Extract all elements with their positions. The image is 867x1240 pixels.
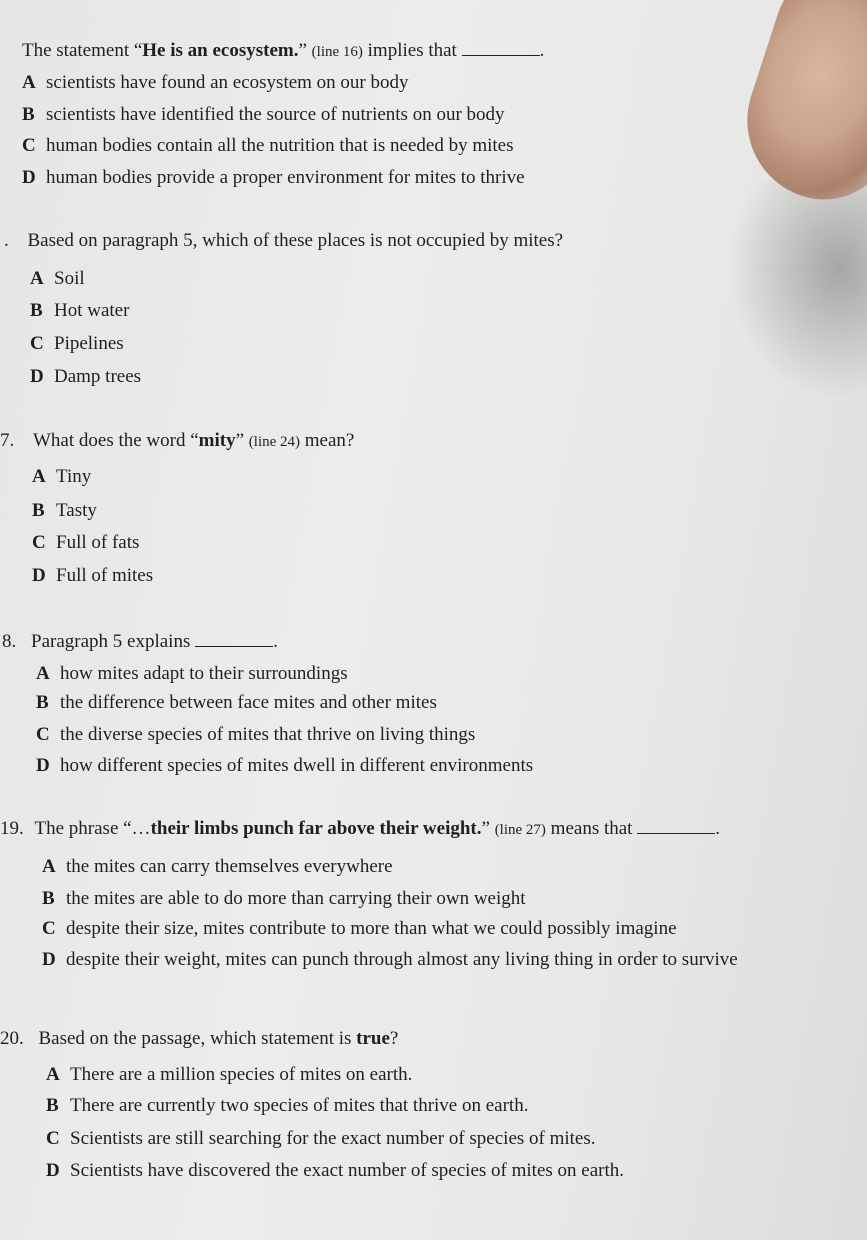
option-d[interactable]: D despite their weight, mites can punch through almost any living thing in order to survive — [42, 949, 738, 970]
option-c[interactable]: C the diverse species of mites that thrive on living things — [36, 724, 476, 745]
answer-blank[interactable] — [462, 41, 540, 56]
question-number: 8. — [2, 631, 17, 652]
option-b[interactable]: B the mites are able to do more than carrying their own weight — [42, 888, 526, 909]
option-a[interactable]: A how mites adapt to their surroundings — [36, 663, 348, 684]
option-a[interactable]: A Tiny — [32, 466, 92, 487]
question-number: . — [4, 230, 9, 251]
option-c[interactable]: C Scientists are still searching for the exact number of species of mites. — [46, 1128, 596, 1149]
option-b[interactable]: B Tasty — [32, 500, 97, 521]
option-a[interactable]: A the mites can carry themselves everywhere — [42, 856, 393, 877]
answer-blank[interactable] — [195, 632, 273, 647]
option-d[interactable]: D Scientists have discovered the exact number of species of mites on earth. — [46, 1160, 624, 1181]
option-a[interactable]: A There are a million species of mites on earth. — [46, 1064, 413, 1085]
question-number: 20. — [0, 1028, 24, 1049]
question-stem: 20. Based on the passage, which statement is true? — [0, 1028, 399, 1049]
option-a[interactable]: A scientists have found an ecosystem on our body — [22, 72, 409, 93]
question-number: 19. — [0, 818, 24, 839]
option-d[interactable]: D how different species of mites dwell in different environments — [36, 755, 534, 776]
option-d[interactable]: D human bodies provide a proper environment for mites to thrive — [22, 167, 525, 188]
option-d[interactable]: D Full of mites — [32, 565, 154, 586]
option-b[interactable]: B scientists have identified the source of nutrients on our body — [22, 104, 505, 125]
question-stem: The statement “He is an ecosystem.” (line 16) implies that . — [22, 40, 545, 61]
question-stem: . Based on paragraph 5, which of these places is not occupied by mites? — [4, 230, 564, 251]
option-b[interactable]: B the difference between face mites and other mites — [36, 692, 437, 713]
option-d[interactable]: D Damp trees — [30, 366, 142, 387]
option-b[interactable]: B Hot water — [30, 300, 130, 321]
option-b[interactable]: B There are currently two species of mites that thrive on earth. — [46, 1095, 529, 1116]
option-a[interactable]: A Soil — [30, 268, 85, 289]
page-shadow — [727, 180, 867, 400]
question-stem: 8. Paragraph 5 explains . — [2, 631, 278, 652]
answer-blank[interactable] — [637, 819, 715, 834]
question-number: 7. — [0, 430, 15, 451]
option-c[interactable]: C Pipelines — [30, 333, 124, 354]
option-c[interactable]: C human bodies contain all the nutrition that is needed by mites — [22, 135, 514, 156]
option-c[interactable]: C Full of fats — [32, 532, 140, 553]
question-stem: 7. What does the word “mity” (line 24) mean? — [0, 430, 355, 451]
option-c[interactable]: C despite their size, mites contribute to more than what we could possibly imagine — [42, 918, 677, 939]
question-stem: 19. The phrase “…their limbs punch far above their weight.” (line 27) means that . — [0, 818, 720, 839]
